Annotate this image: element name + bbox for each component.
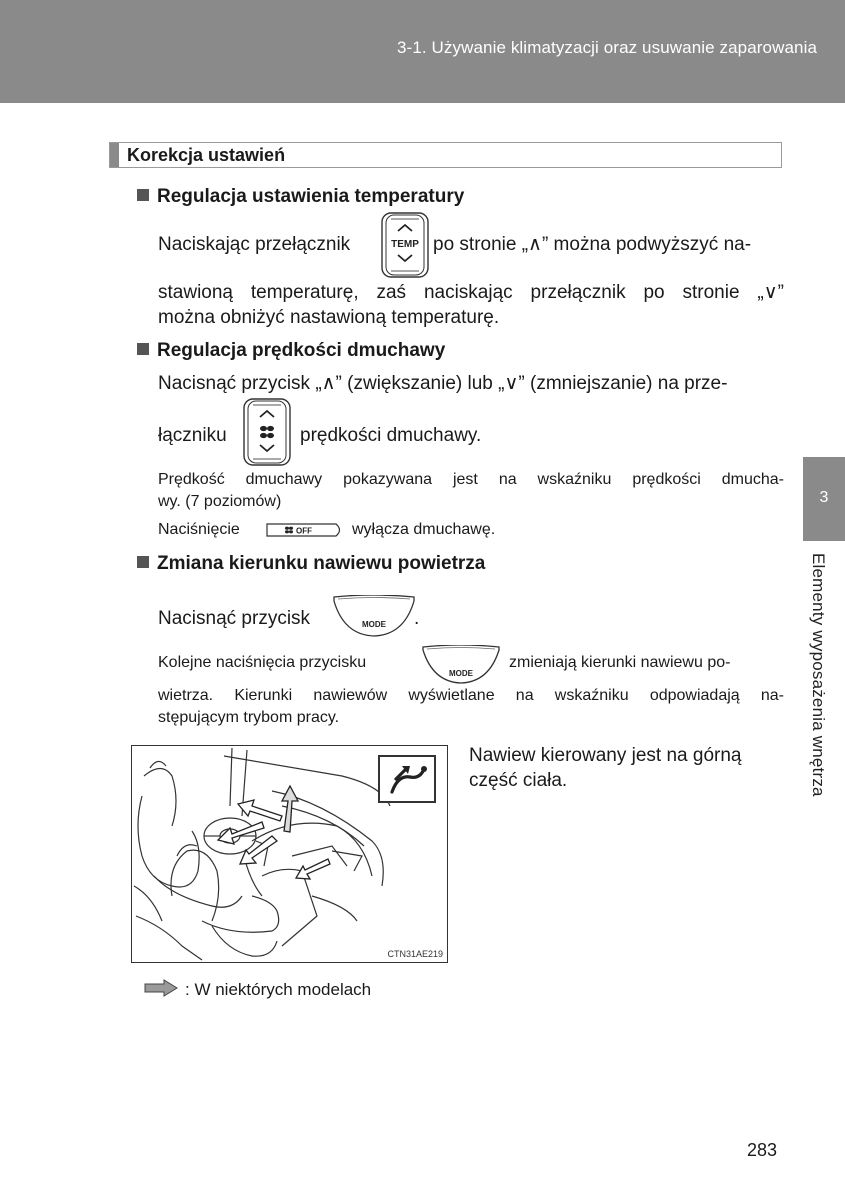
temp-rocker-switch-icon: [381, 212, 429, 283]
figure-caption-line2: część ciała.: [469, 770, 568, 791]
fan-rocker-switch-icon: [243, 398, 291, 471]
legend-text: : W niektórych modelach: [185, 980, 372, 999]
fan-heading: [137, 340, 445, 362]
section-title-box: [109, 142, 782, 168]
fan-note3-pre: Naciśnięcie: [158, 521, 240, 538]
temp-line2: stawioną temperaturę, zaś naciskając przełącznik po stronie „∨”: [158, 282, 784, 303]
mode-heading-text: Zmiana kierunku nawiewu powietrza: [157, 553, 486, 574]
fan-note3-post: wyłącza dmuchawę.: [352, 521, 496, 538]
chapter-title: 3-1. Używanie klimatyzacji oraz usuwanie zaparowania: [397, 38, 817, 57]
temp-switch-label: TEMP: [391, 239, 419, 250]
figure-code: CTN31AE219: [387, 949, 443, 959]
square-bullet-icon: [137, 343, 149, 355]
mode-note1-pre: Kolejne naciśnięcia przycisku: [158, 654, 367, 671]
mode-button-label: MODE: [362, 620, 386, 629]
mode-note2: wietrza. Kierunki nawiewów wyświetlane na wskaźniku odpowiadają na-: [158, 687, 784, 704]
mode-heading: [137, 553, 485, 575]
mode-note1-post: zmieniają kierunki nawiewu po-: [509, 654, 731, 671]
fan-line2-pre: łączniku: [158, 425, 227, 446]
mode-button-icon: [332, 595, 416, 644]
chapter-side-label: Elementy wyposażenia wnętrza: [809, 553, 828, 797]
header-bar: [0, 0, 845, 103]
fan-off-button-icon: [266, 522, 344, 543]
mode-button-label-2: MODE: [449, 669, 473, 678]
airflow-illustration: [131, 745, 448, 963]
chapter-number: 3: [819, 489, 829, 506]
fan-line2-post: prędkości dmuchawy.: [300, 425, 482, 446]
temp-line3: można obniżyć nastawioną temperaturę.: [158, 307, 500, 328]
fan-note2: wy. (7 poziomów): [158, 493, 282, 510]
figure-caption-line1: Nawiew kierowany jest na górną: [469, 745, 742, 766]
section-title: Korekcja ustawień: [127, 145, 286, 165]
fan-off-label: OFF: [296, 526, 312, 536]
temp-line1-post: po stronie „∧” można podwyższyć na-: [433, 234, 752, 255]
square-bullet-icon: [137, 189, 149, 201]
mode-line1-post: .: [414, 608, 420, 629]
airflow-face-icon: [378, 755, 436, 803]
chapter-side-tab: [803, 457, 845, 541]
square-bullet-icon: [137, 556, 149, 568]
fan-heading-text: Regulacja prędkości dmuchawy: [157, 340, 446, 361]
grey-arrow-icon: [144, 979, 178, 1002]
section-accent-bar: [110, 143, 119, 167]
mode-line1-pre: Nacisnąć przycisk: [158, 608, 311, 629]
fan-line1: Nacisnąć przycisk „∧” (zwiększanie) lub „∨” (zmniejszanie) na prze-: [158, 373, 728, 394]
temp-heading: [137, 186, 464, 208]
page-number: 283: [747, 1140, 778, 1160]
mode-note3: stępującym trybom pracy.: [158, 709, 340, 726]
temp-line1-pre: Naciskając przełącznik: [158, 234, 351, 255]
mode-button-icon: [421, 645, 501, 690]
fan-note1: Prędkość dmuchawy pokazywana jest na wskaźniku prędkości dmucha-: [158, 471, 784, 488]
temp-heading-text: Regulacja ustawienia temperatury: [157, 186, 465, 207]
